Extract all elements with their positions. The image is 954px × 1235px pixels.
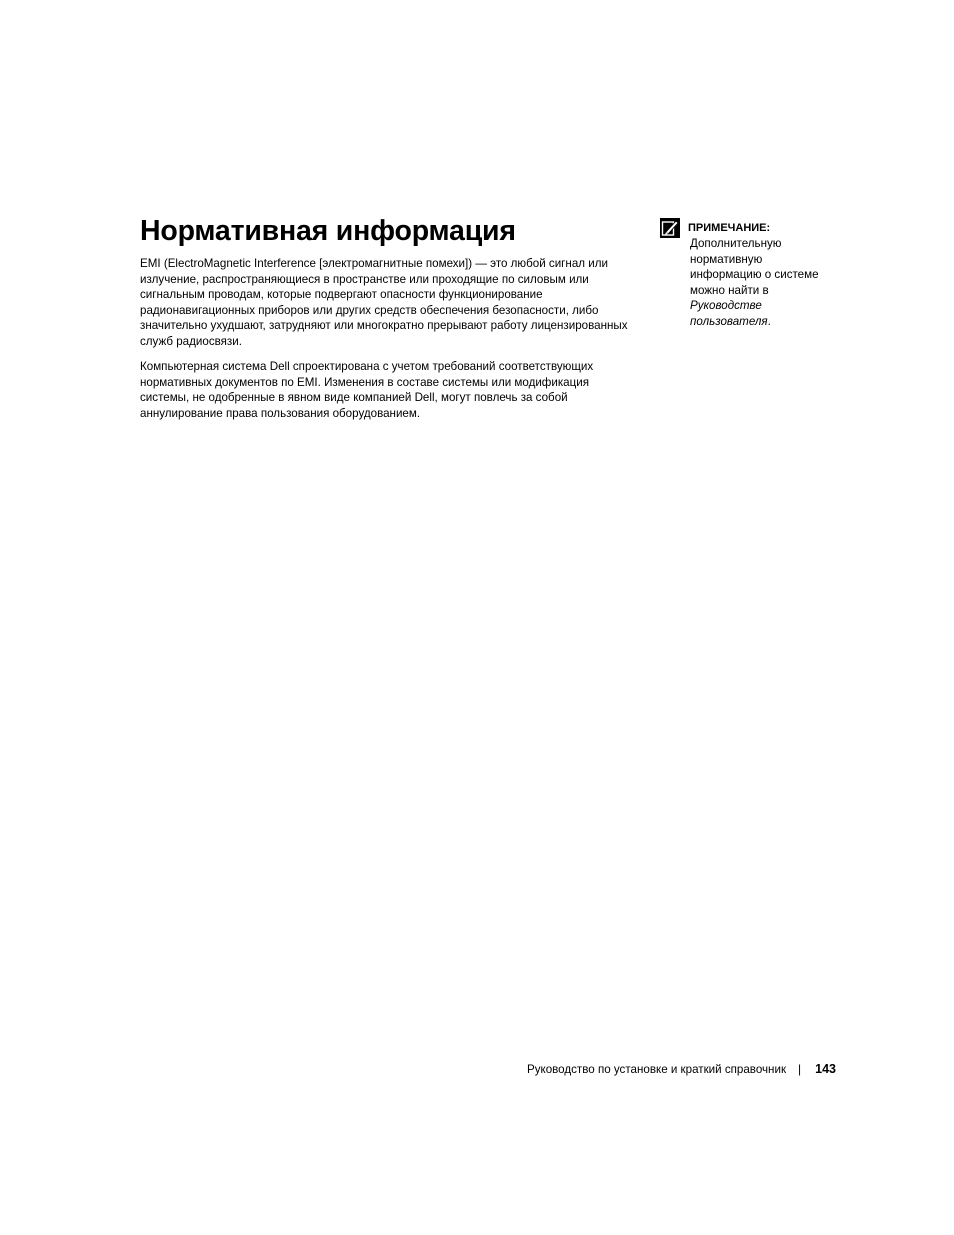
note-text-line: информацию о системе — [690, 268, 819, 281]
note-text-line: нормативную — [690, 252, 763, 266]
note-text-line: можно найти в — [690, 283, 769, 297]
note-reference-title: пользователя — [690, 314, 768, 328]
page-title: Нормативная информация — [140, 215, 516, 247]
body-paragraph: EMI (ElectroMagnetic Interference [электромагнитные помехи]) — это любой сигнал или излучение, распространяющиеся в пространстве или проходящие по силовым или сигнальным проводам, которые подвергают опасности функционирование радионавигационных приборов или других средств обеспечения безопасности, либо значительно ухудшают, затрудняют или многократно прерывают работу лицензированных служб радиосвязи. — [140, 257, 628, 348]
footer-title: Руководство по установке и краткий справочник — [526, 1063, 787, 1076]
body-paragraph: Компьютерная система Dell спроектирована с учетом требований соответствующих нормативных документов по EMI. Изменения в составе системы или модификация системы, не одобренные в явном виде компанией Dell, могут повлечь за собой аннулирование права пользования оборудованием. — [140, 360, 594, 420]
note-text — [690, 236, 850, 329]
pencil-note-icon — [660, 218, 680, 238]
note-text-line: Дополнительную — [690, 237, 782, 250]
note-label: ПРИМЕЧАНИЕ: — [688, 222, 771, 234]
page-footer — [527, 1062, 836, 1076]
page-number: 143 — [815, 1062, 836, 1076]
footer-separator: | — [798, 1062, 802, 1076]
note-reference-title: Руководстве — [690, 299, 762, 312]
note-period: . — [767, 314, 771, 328]
